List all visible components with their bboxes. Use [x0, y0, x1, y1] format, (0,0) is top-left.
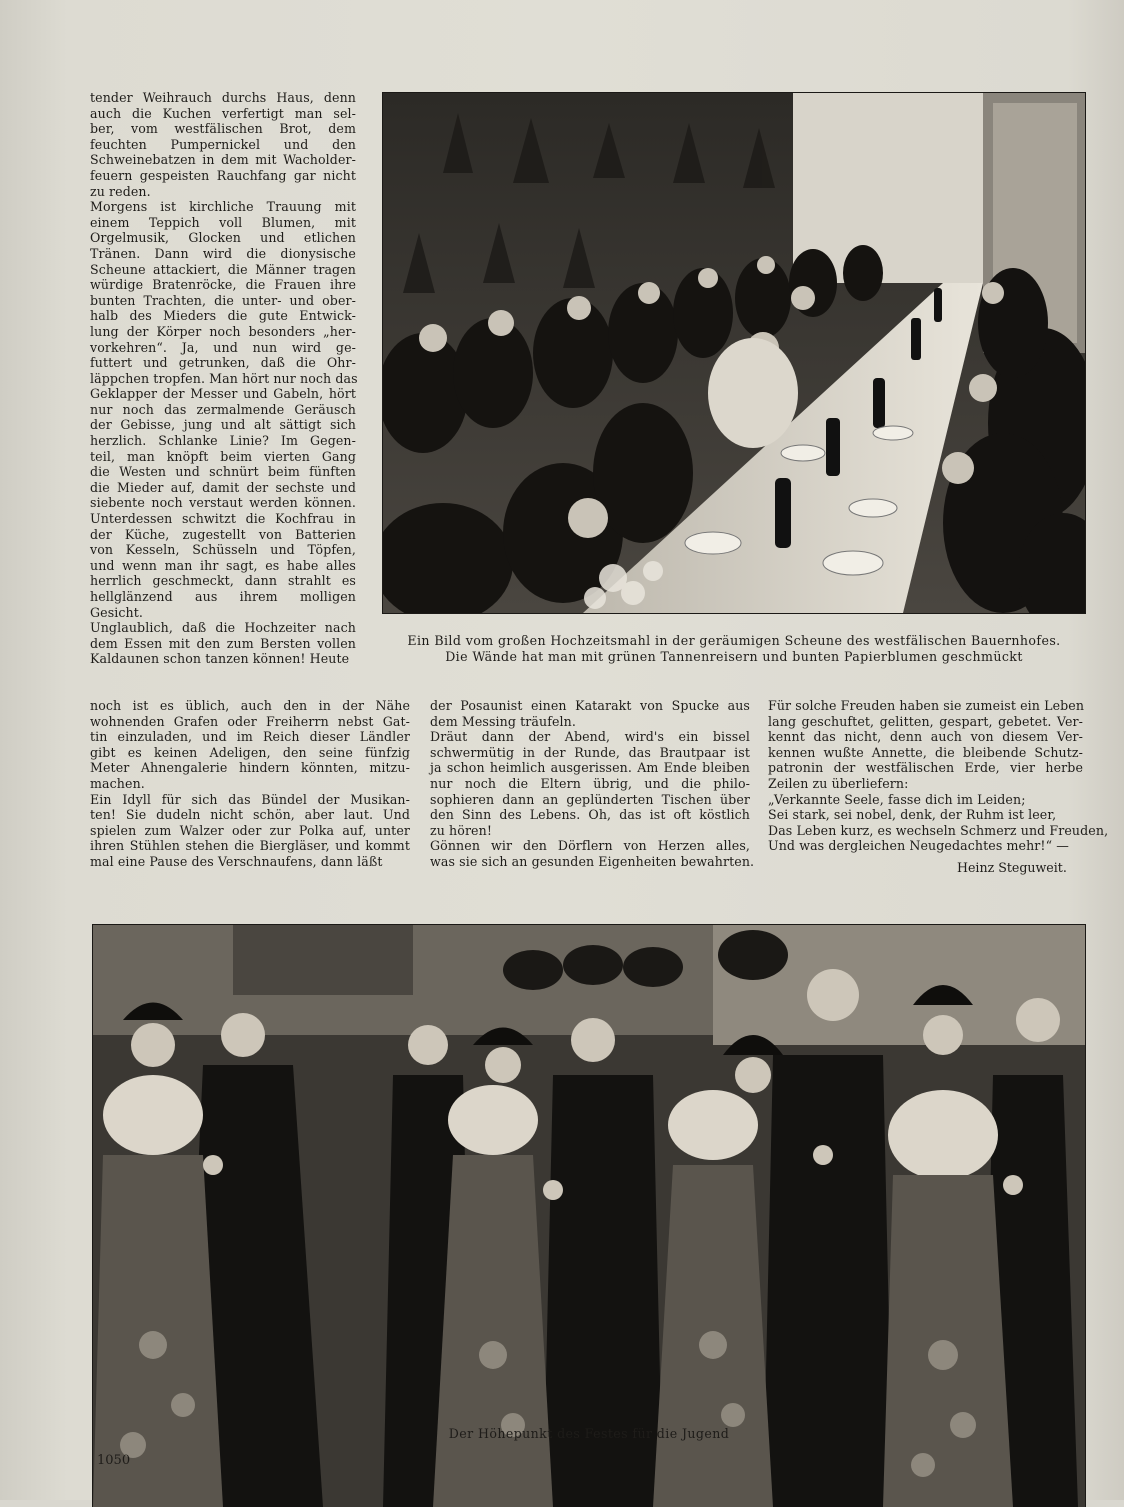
text-line: sophieren dann an geplünderten Tischen über: [430, 791, 750, 807]
text-line: feuchten Pumpernickel und den: [90, 136, 356, 152]
text-line: kennt das nicht, denn auch von diesem Ver-: [768, 729, 1083, 745]
text-line: Gesicht.: [90, 604, 144, 620]
text-line: Zeilen zu überliefern:: [768, 775, 909, 791]
wedding-feast-photo: [383, 93, 1085, 613]
text-line: Schweinebatzen in dem mit Wacholder-: [90, 152, 356, 168]
text-line: wohnenden Grafen oder Freiherrn nebst Gat-: [90, 713, 410, 729]
text-line: Für solche Freuden haben sie zumeist ein Leben: [768, 698, 1085, 713]
text-line: Unterdessen schwitzt die Kochfrau in: [90, 511, 356, 527]
text-column-middle: [430, 698, 755, 870]
text-line: der Küche, zugestellt von Batterien: [90, 526, 356, 542]
feast-caption-line-1: Ein Bild vom großen Hochzeitsmahl in der geräumigen Scheune des westfälischen Bauernhofes.: [407, 633, 1061, 648]
text-line: lung der Körper noch besonders „her-: [90, 323, 356, 339]
text-line: siebente noch verstaut werden können.: [90, 495, 356, 511]
text-line: Ein Idyll für sich das Bündel der Musikan-: [90, 791, 410, 807]
text-line: tender Weihrauch durchs Haus, denn: [90, 90, 356, 105]
author-signature: Heinz Steguweit.: [957, 860, 1067, 875]
text-line: Gönnen wir den Dörflern von Herzen alles,: [430, 838, 750, 854]
text-line: Morgens ist kirchliche Trauung mit: [90, 199, 356, 215]
text-line: vorkehren“. Ja, und nun wird ge-: [90, 339, 356, 355]
text-line: dem Messing träufeln.: [430, 713, 576, 729]
text-line: von Kesseln, Schüsseln und Töpfen,: [90, 542, 356, 558]
text-line: futtert und getrunken, daß die Ohr-: [90, 355, 356, 371]
text-line: „Verkannte Seele, fasse dich im Leiden;: [768, 791, 1026, 807]
text-column-left: [90, 90, 356, 667]
text-line: einem Teppich voll Blumen, mit: [90, 214, 356, 230]
text-line: mal eine Pause des Verschnaufens, dann läßt: [90, 853, 383, 869]
text-line: Meter Ahnengalerie hindern könnten, mitzu-: [90, 760, 410, 776]
text-line: Das Leben kurz, es wechseln Schmerz und Freuden,: [768, 822, 1109, 838]
text-line: tin einzuladen, und im Reich dieser Ländler: [90, 729, 410, 745]
text-column-right: [768, 698, 1109, 854]
text-line: auch die Kuchen verfertigt man sel-: [90, 105, 356, 121]
text-line: gibt es keinen Adeligen, den seine fünfzig: [90, 744, 410, 760]
wedding-feast-image: [383, 93, 1085, 613]
text-line: ihren Stühlen stehen die Biergläser, und kommt: [90, 838, 410, 854]
text-line: kennen wußte Annette, die bleibende Schutz-: [768, 744, 1083, 760]
text-line: würdige Bratenröcke, die Frauen ihre: [90, 277, 356, 293]
text-line: patronin der westfälischen Erde, vier herbe: [768, 760, 1083, 776]
dance-image: [93, 925, 1085, 1507]
text-line: Sei stark, sei nobel, denk, der Ruhm ist leer,: [768, 807, 1057, 823]
text-line: Orgelmusik, Glocken und etlichen: [90, 230, 356, 246]
text-line: was sie sich an gesunden Eigenheiten bewahrten.: [430, 853, 755, 869]
text-line: feuern gespeisten Rauchfang gar nicht: [90, 167, 356, 183]
text-line: der Posaunist einen Katarakt von Spucke aus: [430, 698, 750, 713]
feast-caption-line-2: Die Wände hat man mit grünen Tannenreisern und bunten Papierblumen geschmückt: [445, 649, 1023, 664]
text-line: schwermütig in der Runde, das Brautpaar ist: [430, 744, 750, 760]
dance-photo-caption: Der Höhepunkt des Festes für die Jugend: [448, 1426, 730, 1441]
text-line: die Westen und schnürt beim fünften: [90, 464, 356, 480]
text-line: machen.: [90, 775, 145, 791]
text-line: Dräut dann der Abend, wird's ein bissel: [430, 729, 750, 745]
text-line: Und was dergleichen Neugedachtes mehr!“ —: [768, 838, 1069, 854]
text-line: Unglaublich, daß die Hochzeiter nach: [90, 620, 356, 636]
text-line: nur noch das zermalmende Geräusch: [90, 401, 356, 417]
text-line: teil, man knöpft beim vierten Gang: [90, 448, 356, 464]
text-line: ja schon heimlich ausgerissen. Am Ende bleiben: [430, 760, 750, 776]
text-line: dem Essen mit den zum Bersten vollen: [90, 635, 356, 651]
text-line: zu reden.: [90, 183, 151, 199]
text-line: nur noch die Eltern übrig, und die philo-: [430, 775, 750, 791]
feast-photo-caption: [383, 633, 1085, 665]
text-line: herzlich. Schlanke Linie? Im Gegen-: [90, 433, 356, 449]
dance-photo: [93, 925, 1085, 1507]
text-line: Tränen. Dann wird die dionysische: [90, 245, 356, 261]
text-line: läppchen tropfen. Man hört nur noch das: [90, 370, 358, 386]
text-line: lang geschuftet, gelitten, gespart, gebetet. Ver-: [768, 713, 1083, 729]
text-line: hellglänzend aus ihrem molligen: [90, 589, 356, 604]
text-line: ber, vom westfälischen Brot, dem: [90, 121, 356, 137]
text-line: Geklapper der Messer und Gabeln, hört: [90, 386, 356, 402]
text-line: der Gebisse, jung und alt sättigt sich: [90, 417, 356, 433]
text-line: noch ist es üblich, auch den in der Nähe: [90, 698, 410, 713]
text-line: halb des Mieders die gute Entwick-: [90, 308, 356, 324]
text-line: Scheune attackiert, die Männer tragen: [90, 261, 356, 277]
text-line: spielen zum Walzer oder zur Polka auf, unter: [90, 822, 410, 838]
text-line: herrlich geschmeckt, dann strahlt es: [90, 573, 356, 589]
text-line: ten! Sie dudeln nicht schön, aber laut. Und: [90, 807, 410, 823]
text-line: den Sinn des Lebens. Oh, das ist oft köstlich: [430, 807, 750, 823]
page-number: 1050: [97, 1453, 131, 1468]
text-column-left-lower: [90, 698, 410, 870]
text-line: und wenn man ihr sagt, es habe alles: [90, 557, 356, 573]
text-line: die Mieder auf, damit der sechste und: [90, 479, 356, 495]
text-line: bunten Trachten, die unter- und ober-: [90, 292, 356, 308]
text-line: Kaldaunen schon tanzen können! Heute: [90, 651, 350, 667]
text-line: zu hören!: [430, 822, 492, 838]
